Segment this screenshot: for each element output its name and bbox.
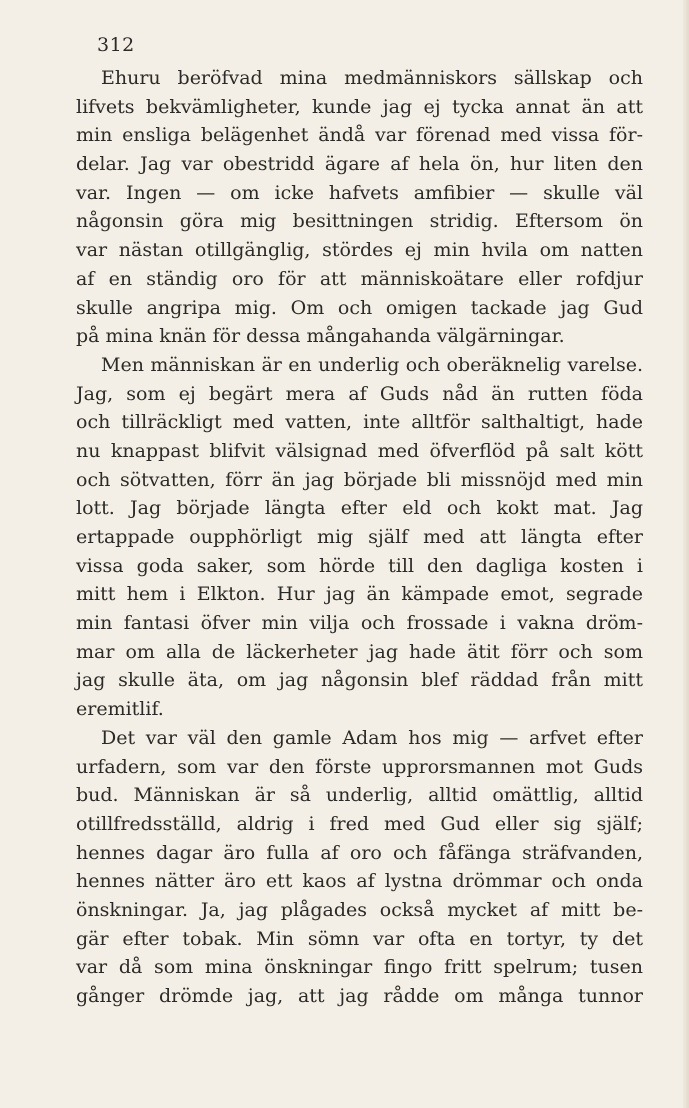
text-line: gånger drömde jag, att jag rådde om många tunnor [76, 985, 643, 1007]
text-line: otillfredsställd, aldrig i fred med Gud eller sig själf; [76, 812, 643, 835]
page-edge [683, 0, 689, 1108]
text-line: Men människan är en underlig och oberäknelig varelse. [101, 353, 643, 376]
text-line: nu knappast blifvit välsignad med öfverflöd på salt kött [76, 439, 643, 462]
text-line: gär efter tobak. Min sömn var ofta en tortyr, ty det [76, 927, 643, 950]
text-line: jag skulle äta, om jag någonsin blef räddad från mitt [76, 669, 643, 692]
text-line: bud. Människan är så underlig, alltid omättlig, alltid [76, 784, 643, 807]
text-line: Jag, som ej begärt mera af Guds nåd än rutten föda [76, 382, 643, 405]
text-line: var. Ingen — om icke hafvets amfibier — skulle väl [76, 181, 643, 204]
text-line: och tillräckligt med vatten, inte alltför salthaltigt, hade [76, 411, 643, 434]
text-line: mar om alla de läckerheter jag hade ätit förr och som [76, 640, 643, 663]
text-line: Det var väl den gamle Adam hos mig — arfvet efter [101, 726, 643, 749]
text-line: af en ständig oro för att människoätare eller rofdjur [76, 267, 643, 290]
text-line: urfadern, som var den förste upprorsmannen mot Guds [76, 755, 643, 778]
text-line: min ensliga belägenhet ändå var förenad med vissa för- [76, 124, 643, 147]
text-line: hennes dagar äro fulla af oro och fåfänga sträfvanden, [76, 841, 643, 864]
text-line: lott. Jag började längta efter eld och kokt mat. Jag [76, 497, 643, 520]
text-line: hennes nätter äro ett kaos af lystna drömmar och onda [76, 870, 643, 893]
text-line: mitt hem i Elkton. Hur jag än kämpade emot, segrade [76, 583, 643, 606]
text-line: var då som mina önskningar fingo fritt spelrum; tusen [76, 956, 643, 979]
text-line: vissa goda saker, som hörde till den dagliga kosten i [76, 554, 643, 577]
text-line: någonsin göra mig besittningen stridig. Eftersom ön [76, 210, 643, 233]
text-line: delar. Jag var obestridd ägare af hela ön, hur liten den [76, 153, 643, 176]
text-line: önskningar. Ja, jag plågades också mycket af mitt be- [76, 898, 643, 921]
text-line: på mina knän för dessa mångahanda välgärningar. [76, 325, 565, 348]
text-line: lifvets bekvämligheter, kunde jag ej tycka annat än att [76, 95, 643, 118]
page-number: 312 [97, 34, 135, 56]
text-line: min fantasi öfver min vilja och frossade i vakna dröm- [76, 612, 643, 635]
text-line: och sötvatten, förr än jag började bli missnöjd med min [76, 468, 643, 491]
text-line: var nästan otillgänglig, stördes ej min hvila om natten [76, 239, 643, 262]
body-text [76, 64, 643, 1011]
text-line: ertappade oupphörligt mig själf med att längta efter [76, 526, 643, 548]
text-line: eremitlif. [76, 698, 164, 721]
text-line: skulle angripa mig. Om och omigen tackade jag Gud [76, 296, 643, 319]
text-line: Ehuru beröfvad mina medmänniskors sällskap och [101, 67, 643, 89]
